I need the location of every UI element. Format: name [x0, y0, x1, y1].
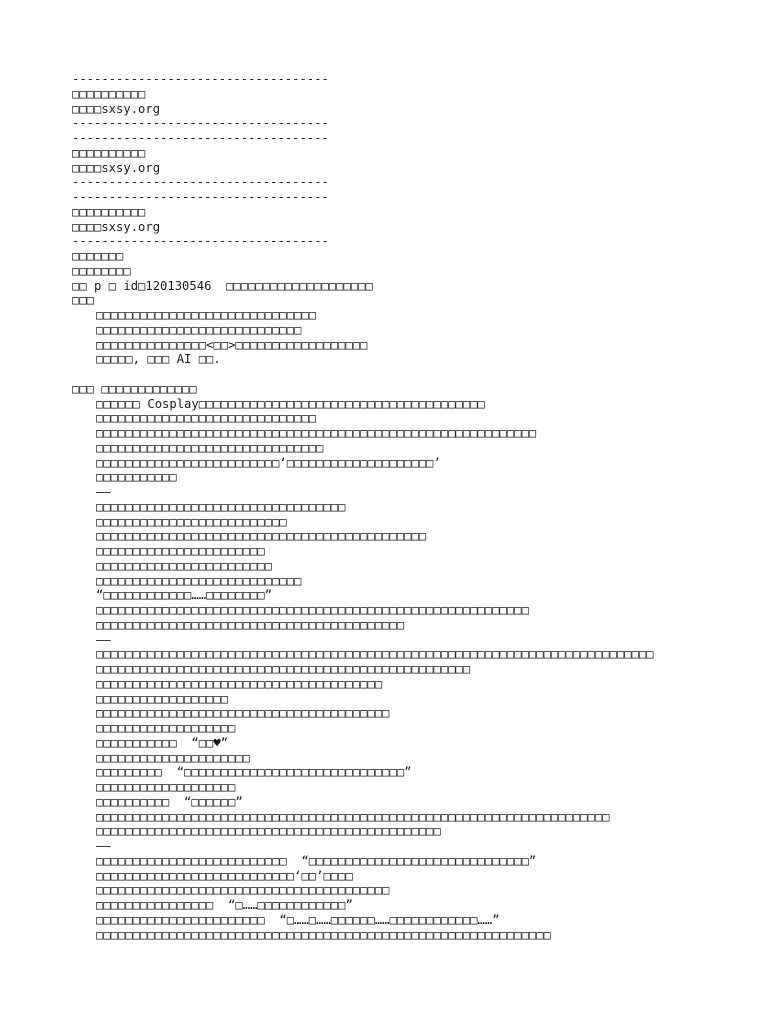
blank-line [72, 367, 712, 382]
text-line: □□□□□□□□□□□□□□□□□□□□□□□□□□□□□□□□□□□□□□□□□□□□□□□□□□□ [96, 662, 471, 676]
text-line: □□□□□, □□□ AI □□. [96, 352, 221, 367]
text-line: □□□□□□□□□□□□□□□□□□□□□□□□□□□□□□□ [96, 440, 324, 455]
text-line: □□□□□□□□□□□□□□□□□□□□□□□□□□□□□□□□□□□□□□□□□□□□□□□ [96, 824, 441, 839]
text-line: □□□□□□□□□□□□□□□□□□□□□□□□□□□□□□□□□□□□□□□□□□□□□□□□□□□□□□□□□□□ [96, 603, 529, 617]
text-line: ----------------------------------- [72, 72, 329, 86]
text-line: □□□□sxsy.org [72, 219, 161, 234]
text-line: □□□□□□□□□□□□□□□□□□□ [96, 780, 236, 794]
text-line: □□□□□□□□□□□□□□□□□□□□□□□□□□ “□□□□□□□□□□□□□□□□□□□□□□□□□□□□□□” [96, 853, 537, 868]
text-line: □□□□□□□□□□□□□□□□ “□……□□□□□□□□□□□□” [96, 898, 353, 912]
text-line: □□□ [72, 293, 95, 308]
text-line: □□□□sxsy.org [72, 101, 161, 116]
text-line: □□□□□□□□□□□□□□□□□□ [96, 691, 229, 706]
text-line: □□□□□□□□□□□□□□□□□□□□□□□□□□□□□□□□□□□□□□□□□□□□□□□□□□□□□□□□□□□□□□ [96, 927, 551, 942]
text-line: □□□□□□□□□ “□□□□□□□□□□□□□□□□□□□□□□□□□□□□□□” [96, 765, 412, 780]
text-line: □□□□□□□ [72, 249, 124, 263]
text-line: □□□□□□□□□□□□□□□<□□>□□□□□□□□□□□□□□□□□□ [96, 337, 368, 352]
text-line: □□□□□□□□□□□ [96, 470, 177, 485]
text-line: □□ p □ id□120130546 □□□□□□□□□□□□□□□□□□□□ [72, 278, 373, 293]
text-line: ----------------------------------- [72, 234, 329, 249]
text-line: □□□□□□□□□□□□□□□□□□□□□□□□□□□□□□□□□□□□□□□□ [96, 883, 390, 898]
text-line: □□□□□□□□□□□□□□□□□□□□□□□□□□□□ [96, 573, 302, 588]
text-line: □□□□□□□□□□ [72, 86, 146, 101]
text-line: □□□□□□□□□□□□□□□□□□□□□□□□□□□□□□□□□□□□□□□□□□□□□□□□□□□□□□□□□□□□ [96, 426, 537, 440]
text-line: □□□□□□□□□□□□□□□□□□□□□□□ [96, 544, 265, 558]
text-line: ----------------------------------- [72, 175, 329, 190]
text-line: □□□□□□□□□□□□□□□□□□□□□□□□□□□□□□□□□□□□□□□□□□□□□□□□□□□□□□□□□□□□□□□□□□□□□□□□□□□□ [96, 647, 654, 662]
text-line: □□□□□□□□□□□□□□□□□□□□□□□□□□□□□□□□□□□□□□□□□□ [96, 617, 405, 632]
text-line: □□□□□□□□□□□□□□□□□□□□□□□□□□□□□□□□□□□□□□□ [96, 676, 383, 691]
text-line: —— [96, 485, 111, 499]
text-line: □□□□□□□□□□□□□□□□□□□□□□□□□□ [96, 514, 287, 529]
text-line: □□□□□□□□□□□□□□□□□□□□□□□□□□□□ [96, 322, 302, 337]
text-line: □□□□□□□□□□□ “□□♥” [96, 735, 229, 750]
text-line: □□□□□□□□□□□□□□□□□□□□□□□□□‘□□□□□□□□□□□□□□□□□□□□’ [96, 455, 441, 470]
text-line: □□□□□□□□□□ [72, 204, 146, 219]
text-line: □□□□□□□□□□□□□□□□□□□□□ [96, 750, 251, 765]
text-line: ----------------------------------- [72, 116, 329, 131]
text-line: □□□□□□□□□□□□□□□□□□□□□□□□□□□□□□ [96, 411, 317, 426]
text-line: □□□□□□ Cosplay□□□□□□□□□□□□□□□□□□□□□□□□□□□□□□□□□□□□□□□ [96, 396, 485, 411]
text-line: □□□□□□□□□□□□□□□□□□□□□□□□□□□□□□□□□□□□□□□□□□□□□□□□□□□□□□□□□□□□□□□□□□□□□□ [96, 809, 610, 824]
text-line: □□□□□□□□□□□□□□□□□□□ [96, 721, 236, 735]
text-line: □□□□□□□□□□□□□□□□□□□□□□□□□□□□□□□□□□□□□□□□ [96, 706, 390, 721]
text-line: □□□□□□□□□□□□□□□□□□□□□□□□□□□□□□ [96, 308, 317, 322]
text-line: □□□□□□□□□□□□□□□□□□□□□□□□□□□‘□□’□□□□ [96, 868, 353, 883]
text-line: □□□□□□□□□□□□□□□□□□□□□□□□□□□□□□□□□□ [96, 499, 346, 514]
text-line: □□□ □□□□□□□□□□□□□ [72, 381, 197, 396]
text-line: □□□□□□□□□□□□□□□□□□□□□□□□ [96, 558, 273, 573]
text-line: ----------------------------------- [72, 131, 329, 145]
text-line: □□□□□□□□□□□□□□□□□□□□□□□ “□……□……□□□□□□……□□□□□□□□□□□□……” [96, 912, 500, 927]
document-body [72, 72, 712, 942]
text-line: □□□□□□□□□□□□□□□□□□□□□□□□□□□□□□□□□□□□□□□□□□□□□ [96, 529, 427, 544]
text-line: ----------------------------------- [72, 190, 329, 204]
text-line: □□□□sxsy.org [72, 160, 161, 175]
text-line: —— [96, 839, 111, 853]
text-line: □□□□□□□□ [72, 263, 131, 278]
text-line: —— [96, 632, 111, 647]
text-line: □□□□□□□□□□ “□□□□□□” [96, 794, 243, 809]
text-line: □□□□□□□□□□ [72, 145, 146, 160]
text-line: “□□□□□□□□□□□□……□□□□□□□□” [96, 588, 273, 603]
